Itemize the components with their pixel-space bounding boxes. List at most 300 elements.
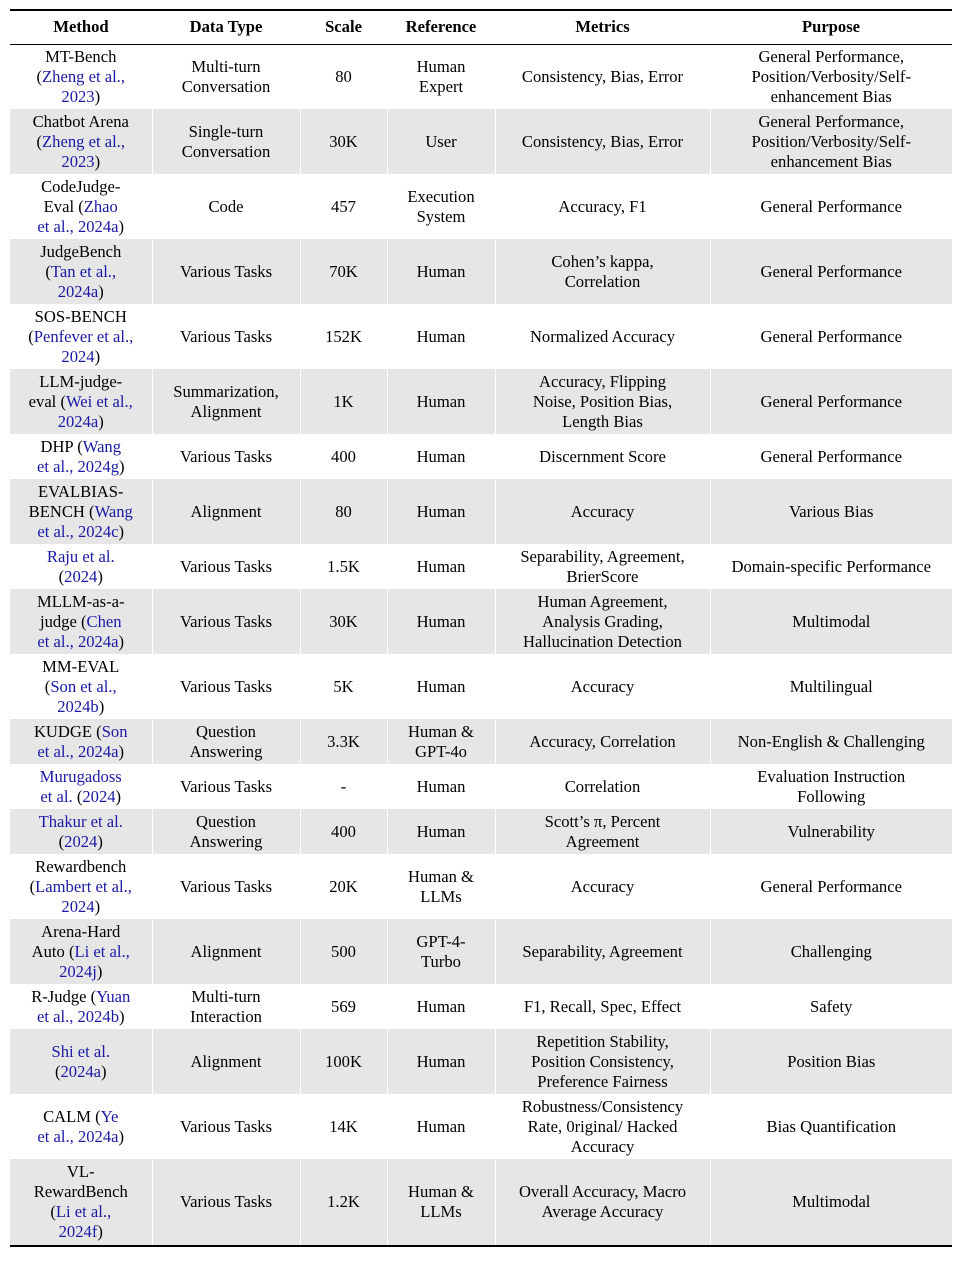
cell-line: Human bbox=[416, 821, 466, 841]
cell-method bbox=[10, 809, 152, 854]
table-row bbox=[10, 369, 952, 434]
cell-line: Accuracy, Flipping bbox=[538, 371, 667, 391]
cell-line: Alignment bbox=[190, 501, 262, 521]
cell-metrics bbox=[495, 809, 710, 854]
cell-method bbox=[10, 109, 152, 174]
citation-link: 2024f bbox=[58, 1222, 98, 1241]
cell-data-type bbox=[152, 369, 300, 434]
table-row bbox=[10, 109, 952, 174]
cell-line bbox=[12, 1007, 150, 1027]
cell-line: Conversation bbox=[181, 76, 271, 96]
citation-link: Wang bbox=[94, 501, 133, 521]
cell-scale: 152K bbox=[300, 304, 387, 369]
method-text: ( bbox=[36, 131, 43, 151]
cell-line: Turbo bbox=[421, 951, 461, 971]
header-purpose: Purpose bbox=[710, 10, 952, 44]
cell-line bbox=[12, 262, 150, 282]
citation-link: Yuan bbox=[96, 986, 131, 1006]
cell-line bbox=[12, 392, 150, 412]
cell-scale: 569 bbox=[300, 984, 387, 1029]
cell-line bbox=[12, 522, 150, 542]
cell-line: Human bbox=[416, 676, 466, 696]
citation-link: 2024a bbox=[57, 411, 99, 431]
cell-line bbox=[12, 282, 150, 302]
citation-link: Chen bbox=[86, 611, 122, 631]
cell-line: Answering bbox=[189, 741, 263, 761]
cell-reference bbox=[387, 304, 495, 369]
cell-metrics bbox=[495, 479, 710, 544]
cell-line: enhancement Bias bbox=[770, 86, 892, 106]
cell-line bbox=[12, 112, 150, 132]
method-text: ( bbox=[72, 786, 83, 806]
method-text: DHP ( bbox=[40, 436, 83, 456]
cell-method bbox=[10, 369, 152, 434]
cell-line bbox=[12, 832, 150, 852]
method-text: ) bbox=[98, 281, 104, 301]
method-text: ) bbox=[96, 961, 103, 981]
citation-link: 2024a bbox=[60, 1061, 102, 1081]
method-text: Chatbot Arena bbox=[32, 111, 129, 131]
cell-line: Various Tasks bbox=[179, 1192, 273, 1211]
cell-line: Non-English & Challenging bbox=[737, 731, 925, 751]
cell-line: Accuracy, Correlation bbox=[529, 731, 676, 751]
cell-method bbox=[10, 984, 152, 1029]
cell-scale: 5K bbox=[300, 654, 387, 719]
cell-scale: 14K bbox=[300, 1094, 387, 1159]
cell-purpose bbox=[710, 809, 952, 854]
cell-line: Consistency, Bias, Error bbox=[521, 131, 684, 151]
cell-line: Safety bbox=[810, 996, 853, 1016]
citation-link: Lambert et al., bbox=[35, 876, 132, 896]
cell-scale: 3.3K bbox=[300, 719, 387, 764]
cell-method bbox=[10, 654, 152, 719]
table-row bbox=[10, 544, 952, 589]
cell-line bbox=[12, 347, 150, 367]
table-row bbox=[10, 174, 952, 239]
cell-line bbox=[12, 857, 150, 877]
cell-data-type bbox=[152, 239, 300, 304]
cell-line: Multi-turn bbox=[191, 56, 261, 76]
cell-line: Alignment bbox=[190, 1051, 262, 1071]
cell-data-type bbox=[152, 304, 300, 369]
citation-link: 2024j bbox=[59, 961, 97, 981]
cell-line bbox=[12, 502, 150, 522]
cell-purpose bbox=[710, 1094, 952, 1159]
method-text: R-Judge ( bbox=[31, 986, 97, 1006]
cell-method bbox=[10, 479, 152, 544]
cell-purpose bbox=[710, 919, 952, 984]
cell-line bbox=[12, 897, 150, 917]
cell-reference bbox=[387, 544, 495, 589]
citation-link: Murugadoss bbox=[39, 766, 122, 786]
cell-scale: - bbox=[300, 764, 387, 809]
cell-line: Human Agreement, bbox=[537, 591, 668, 611]
cell-purpose bbox=[710, 984, 952, 1029]
cell-line: User bbox=[425, 131, 457, 151]
cell-line: Average Accuracy bbox=[541, 1202, 664, 1221]
cell-metrics bbox=[495, 109, 710, 174]
cell-method bbox=[10, 304, 152, 369]
cell-line: Cohen’s kappa, bbox=[551, 251, 654, 271]
cell-line: Various Tasks bbox=[179, 611, 273, 631]
cell-line: enhancement Bias bbox=[770, 151, 892, 171]
cell-reference bbox=[387, 174, 495, 239]
citation-link: 2024b bbox=[57, 696, 99, 716]
citation-link: et al., 2024a bbox=[37, 216, 119, 236]
cell-line: Human bbox=[416, 556, 466, 576]
cell-line: Interaction bbox=[190, 1006, 262, 1026]
method-text: MT-Bench bbox=[45, 46, 117, 66]
method-text: ) bbox=[119, 1006, 125, 1026]
cell-line: Human bbox=[416, 501, 466, 521]
cell-line: GPT-4- bbox=[416, 931, 466, 951]
method-text: ) bbox=[94, 896, 101, 916]
cell-line: Single-turn bbox=[188, 121, 264, 141]
cell-line bbox=[12, 787, 150, 807]
cell-data-type bbox=[152, 854, 300, 919]
method-text: ) bbox=[98, 411, 104, 431]
cell-line bbox=[12, 87, 150, 107]
method-text: ) bbox=[118, 741, 125, 761]
method-text: Eval ( bbox=[43, 196, 84, 216]
cell-line: LLMs bbox=[420, 1202, 462, 1221]
cell-metrics bbox=[495, 589, 710, 654]
citation-link: et al. bbox=[40, 786, 73, 806]
cell-line: Various Tasks bbox=[179, 326, 273, 346]
cell-line: Various Tasks bbox=[179, 261, 273, 281]
cell-reference bbox=[387, 919, 495, 984]
method-text: ( bbox=[28, 326, 34, 346]
cell-line bbox=[12, 482, 150, 502]
cell-line: Scott’s π, Percent bbox=[544, 811, 661, 831]
method-text: ) bbox=[97, 1222, 103, 1241]
cell-line: Position/Verbosity/Self- bbox=[751, 131, 911, 151]
cell-line: Accuracy bbox=[570, 501, 635, 521]
citation-link: Penfever et al., bbox=[33, 326, 134, 346]
citation-link: Raju et al. bbox=[46, 546, 115, 566]
citation-link: Li et al., bbox=[74, 941, 130, 961]
table-row bbox=[10, 589, 952, 654]
cell-scale: 80 bbox=[300, 479, 387, 544]
method-text: ) bbox=[118, 521, 125, 541]
cell-purpose bbox=[710, 1159, 952, 1246]
cell-line: Various Tasks bbox=[179, 876, 273, 896]
cell-line: Various Tasks bbox=[179, 776, 273, 796]
cell-reference bbox=[387, 434, 495, 479]
cell-reference bbox=[387, 809, 495, 854]
cell-purpose bbox=[710, 434, 952, 479]
cell-metrics bbox=[495, 434, 710, 479]
cell-metrics bbox=[495, 544, 710, 589]
cell-scale: 100K bbox=[300, 1029, 387, 1094]
cell-line: Bias Quantification bbox=[766, 1116, 896, 1136]
cell-reference bbox=[387, 1094, 495, 1159]
cell-line: Overall Accuracy, Macro bbox=[518, 1182, 687, 1201]
cell-data-type bbox=[152, 654, 300, 719]
cell-line: Human bbox=[416, 261, 466, 281]
method-text: ) bbox=[101, 1061, 107, 1081]
cell-line: Various Bias bbox=[789, 501, 874, 521]
method-text: ( bbox=[58, 566, 65, 586]
table-row bbox=[10, 919, 952, 984]
cell-purpose bbox=[710, 764, 952, 809]
cell-line bbox=[12, 987, 150, 1007]
cell-line: Separability, Agreement bbox=[522, 941, 683, 961]
cell-line: GPT-4o bbox=[415, 741, 467, 761]
header-method: Method bbox=[10, 10, 152, 44]
cell-line bbox=[12, 677, 150, 697]
method-text: Rewardbench bbox=[35, 856, 127, 876]
table-row bbox=[10, 304, 952, 369]
cell-line: Length Bias bbox=[562, 411, 643, 431]
cell-line bbox=[12, 437, 150, 457]
method-text: LLM-judge- bbox=[39, 371, 123, 391]
citation-link: 2023 bbox=[61, 151, 95, 171]
method-text: eval ( bbox=[28, 391, 66, 411]
cell-method bbox=[10, 719, 152, 764]
cell-scale: 1.2K bbox=[300, 1159, 387, 1246]
cell-reference bbox=[387, 479, 495, 544]
method-text: KUDGE ( bbox=[33, 721, 102, 741]
citation-link: Tan et al., bbox=[50, 261, 117, 281]
citation-link: Son et al., bbox=[50, 676, 117, 696]
cell-line bbox=[12, 962, 150, 982]
cell-scale: 457 bbox=[300, 174, 387, 239]
cell-metrics bbox=[495, 304, 710, 369]
cell-line: General Performance bbox=[760, 446, 902, 466]
cell-reference bbox=[387, 589, 495, 654]
cell-data-type bbox=[152, 809, 300, 854]
cell-line: Human bbox=[416, 56, 466, 76]
cell-line: System bbox=[416, 206, 466, 226]
cell-line: Various Tasks bbox=[179, 556, 273, 576]
cell-line bbox=[12, 132, 150, 152]
cell-purpose bbox=[710, 654, 952, 719]
method-text: ( bbox=[45, 261, 51, 281]
cell-line bbox=[12, 612, 150, 632]
cell-reference bbox=[387, 654, 495, 719]
cell-line: Various Tasks bbox=[179, 676, 273, 696]
citation-link: Thakur et al. bbox=[38, 811, 123, 831]
cell-method bbox=[10, 239, 152, 304]
cell-purpose bbox=[710, 719, 952, 764]
cell-line: General Performance bbox=[760, 326, 902, 346]
cell-line: Preference Fairness bbox=[537, 1071, 668, 1091]
method-text: ) bbox=[97, 831, 103, 851]
cell-line bbox=[12, 742, 150, 762]
cell-line: BrierScore bbox=[566, 566, 639, 586]
cell-line: Multimodal bbox=[792, 1192, 871, 1211]
cell-line: Multilingual bbox=[789, 676, 873, 696]
cell-line: Position Consistency, bbox=[531, 1051, 674, 1071]
cell-line: Summarization, bbox=[173, 381, 279, 401]
citation-link: 2024 bbox=[61, 896, 95, 916]
cell-line: General Performance bbox=[760, 196, 902, 216]
method-text: BENCH ( bbox=[28, 501, 95, 521]
header-metrics: Metrics bbox=[495, 10, 710, 44]
citation-link: Zheng et al., bbox=[42, 131, 125, 151]
cell-data-type bbox=[152, 719, 300, 764]
cell-reference bbox=[387, 984, 495, 1029]
table-row bbox=[10, 479, 952, 544]
cell-method bbox=[10, 1029, 152, 1094]
table-body bbox=[10, 44, 952, 1246]
cell-line: Repetition Stability, bbox=[536, 1031, 669, 1051]
citation-link: et al., 2024a bbox=[37, 741, 119, 761]
citation-link: et al., 2024b bbox=[36, 1006, 119, 1026]
cell-line: Question bbox=[196, 811, 256, 831]
cell-line: Code bbox=[208, 196, 244, 216]
cell-line: Human bbox=[416, 996, 466, 1016]
cell-data-type bbox=[152, 589, 300, 654]
table-row bbox=[10, 1094, 952, 1159]
header-reference: Reference bbox=[387, 10, 495, 44]
method-text: judge ( bbox=[39, 611, 87, 631]
cell-line bbox=[12, 1162, 150, 1182]
cell-line: Position/Verbosity/Self- bbox=[751, 66, 911, 86]
cell-purpose bbox=[710, 544, 952, 589]
cell-scale: 400 bbox=[300, 434, 387, 479]
cell-line: Rate, 0riginal/ Hacked bbox=[527, 1116, 678, 1136]
citation-link: et al., 2024g bbox=[36, 456, 119, 476]
method-text: ) bbox=[97, 566, 103, 586]
cell-line bbox=[12, 877, 150, 897]
cell-scale: 500 bbox=[300, 919, 387, 984]
cell-purpose bbox=[710, 589, 952, 654]
cell-scale: 400 bbox=[300, 809, 387, 854]
cell-metrics bbox=[495, 984, 710, 1029]
table-row bbox=[10, 764, 952, 809]
cell-line: Hallucination Detection bbox=[523, 631, 682, 651]
cell-metrics bbox=[495, 1029, 710, 1094]
cell-purpose bbox=[710, 1029, 952, 1094]
citation-link: Li et al., bbox=[55, 1202, 112, 1221]
cell-scale: 1K bbox=[300, 369, 387, 434]
citation-link: et al., 2024a bbox=[37, 631, 119, 651]
cell-reference bbox=[387, 44, 495, 109]
cell-line: LLMs bbox=[420, 886, 462, 906]
cell-line bbox=[12, 632, 150, 652]
cell-purpose bbox=[710, 239, 952, 304]
table-row bbox=[10, 854, 952, 919]
cell-line: Human bbox=[416, 776, 466, 796]
cell-method bbox=[10, 434, 152, 479]
cell-metrics bbox=[495, 654, 710, 719]
cell-method bbox=[10, 854, 152, 919]
cell-scale: 70K bbox=[300, 239, 387, 304]
cell-line: General Performance bbox=[760, 391, 902, 411]
method-text: ) bbox=[118, 216, 125, 236]
table-row bbox=[10, 1159, 952, 1246]
cell-data-type bbox=[152, 984, 300, 1029]
citation-link: 2024a bbox=[57, 281, 99, 301]
cell-line: Position Bias bbox=[787, 1051, 876, 1071]
benchmark-table bbox=[10, 9, 952, 1247]
cell-line: F1, Recall, Spec, Effect bbox=[523, 996, 682, 1016]
cell-line: General Performance, bbox=[758, 46, 905, 66]
cell-line: Multimodal bbox=[792, 611, 871, 631]
cell-line: Consistency, Bias, Error bbox=[521, 66, 684, 86]
cell-line bbox=[12, 722, 150, 742]
cell-metrics bbox=[495, 719, 710, 764]
cell-method bbox=[10, 174, 152, 239]
cell-data-type bbox=[152, 479, 300, 544]
header-scale: Scale bbox=[300, 10, 387, 44]
cell-line: Human bbox=[416, 1051, 466, 1071]
citation-link: Zhao bbox=[83, 196, 118, 216]
cell-scale: 1.5K bbox=[300, 544, 387, 589]
cell-line: Human & bbox=[408, 1182, 474, 1201]
method-text: ( bbox=[54, 1061, 61, 1081]
cell-data-type bbox=[152, 174, 300, 239]
cell-reference bbox=[387, 1029, 495, 1094]
cell-data-type bbox=[152, 544, 300, 589]
cell-method bbox=[10, 764, 152, 809]
method-text: ( bbox=[50, 1202, 56, 1221]
method-text: SOS-BENCH bbox=[34, 306, 127, 326]
cell-line: Accuracy bbox=[570, 1136, 635, 1156]
cell-line: Accuracy bbox=[570, 676, 635, 696]
cell-reference bbox=[387, 239, 495, 304]
cell-method bbox=[10, 44, 152, 109]
cell-data-type bbox=[152, 109, 300, 174]
table-row bbox=[10, 1029, 952, 1094]
citation-link: 2023 bbox=[61, 86, 95, 106]
method-text: Arena-Hard bbox=[41, 921, 121, 941]
cell-line: Following bbox=[797, 786, 866, 806]
cell-metrics bbox=[495, 854, 710, 919]
header-data-type: Data Type bbox=[152, 10, 300, 44]
method-text: Auto ( bbox=[31, 941, 75, 961]
citation-link: Ye bbox=[100, 1106, 119, 1126]
citation-link: 2024 bbox=[82, 786, 116, 806]
method-text: EVALBIAS- bbox=[38, 481, 124, 501]
cell-purpose bbox=[710, 44, 952, 109]
cell-metrics bbox=[495, 1159, 710, 1246]
cell-scale: 30K bbox=[300, 589, 387, 654]
cell-line bbox=[12, 1107, 150, 1127]
cell-line bbox=[12, 177, 150, 197]
cell-line bbox=[12, 457, 150, 477]
cell-data-type bbox=[152, 1029, 300, 1094]
cell-line: General Performance, bbox=[758, 111, 905, 131]
cell-method bbox=[10, 1159, 152, 1246]
cell-line: Analysis Grading, bbox=[542, 611, 663, 631]
cell-line: Alignment bbox=[190, 401, 262, 421]
cell-purpose bbox=[710, 369, 952, 434]
cell-reference bbox=[387, 369, 495, 434]
cell-line: Robustness/Consistency bbox=[521, 1096, 684, 1116]
cell-reference bbox=[387, 719, 495, 764]
method-text: ) bbox=[94, 86, 101, 106]
cell-line bbox=[12, 197, 150, 217]
cell-line: General Performance bbox=[760, 876, 902, 896]
cell-method bbox=[10, 544, 152, 589]
cell-line bbox=[12, 307, 150, 327]
method-text: VL- bbox=[66, 1162, 95, 1181]
table-row bbox=[10, 984, 952, 1029]
cell-line bbox=[12, 372, 150, 392]
cell-method bbox=[10, 1094, 152, 1159]
cell-line: Various Tasks bbox=[179, 446, 273, 466]
cell-line bbox=[12, 812, 150, 832]
method-text: MLLM-as-a- bbox=[36, 591, 125, 611]
cell-line: Accuracy, F1 bbox=[558, 196, 647, 216]
cell-line bbox=[12, 412, 150, 432]
cell-metrics bbox=[495, 174, 710, 239]
cell-reference bbox=[387, 109, 495, 174]
cell-scale: 30K bbox=[300, 109, 387, 174]
